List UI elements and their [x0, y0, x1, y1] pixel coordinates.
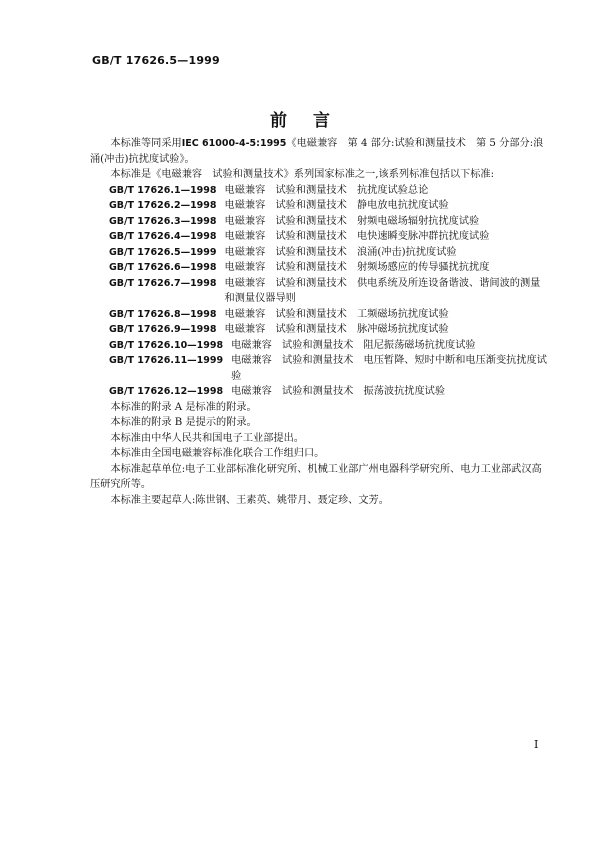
standard-title: 电磁兼容 试验和测量技术 阻尼振荡磁场抗扰度试验	[231, 339, 476, 351]
standard-number-header: GB/T 17626.5—1999	[92, 54, 220, 67]
standard-code: GB/T 17626.9—1998	[109, 324, 217, 335]
standard-title: 电磁兼容 试验和测量技术 静电放电抗扰度试验	[224, 200, 449, 211]
standard-title: 电磁兼容 试验和测量技术 电压暂降、短时中断和电压渐变抗扰度试验	[231, 355, 547, 382]
standard-item	[90, 384, 548, 400]
standard-item	[90, 260, 548, 276]
managed-by-paragraph: 本标准由全国电磁兼容标准化联合工作组归口。	[110, 448, 325, 459]
standard-title: 电磁兼容 试验和测量技术 抗扰度试验总论	[224, 184, 429, 196]
standard-item	[90, 338, 548, 354]
standard-item	[90, 276, 548, 307]
standard-code: GB/T 17626.12—1998	[109, 386, 224, 397]
series-intro-paragraph: 本标准是《电磁兼容 试验和测量技术》系列国家标准之一,该系列标准包括以下标准:	[110, 169, 494, 180]
drafting-units-paragraph: 本标准起草单位:电子工业部标准化研究所、机械工业部广州电器科学研究所、电力工业部武汉高压研究所等。	[90, 463, 542, 490]
annex-b-paragraph: 本标准的附录 B 是提示的附录。	[110, 417, 257, 428]
annex-a-paragraph: 本标准的附录 A 是标准的附录。	[110, 401, 257, 413]
standard-code: GB/T 17626.4—1998	[109, 231, 217, 242]
standard-item	[90, 229, 548, 245]
drafters-paragraph: 本标准主要起草人:陈世钢、王素英、姚带月、聂定珍、文芳。	[110, 494, 389, 506]
proposed-by-paragraph: 本标准由中华人民共和国电子工业部提出。	[110, 432, 304, 444]
standard-title: 电磁兼容 试验和测量技术 射频电磁场辐射抗扰度试验	[224, 215, 480, 227]
standard-code: GB/T 17626.7—1998	[109, 277, 217, 289]
standard-title: 电磁兼容 试验和测量技术 供电系统及所连设备谐波、谐间波的测量和测量仪器导则	[224, 277, 541, 304]
standard-code: GB/T 17626.11—1999	[109, 355, 224, 366]
standard-code: GB/T 17626.2—1998	[109, 200, 217, 211]
standard-code: GB/T 17626.6—1998	[109, 262, 217, 273]
standard-title: 电磁兼容 试验和测量技术 电快速瞬变脉冲群抗扰度试验	[224, 231, 490, 242]
standard-item	[90, 322, 548, 338]
intro-paragraph	[90, 136, 548, 167]
standard-item	[90, 214, 548, 230]
standard-item	[90, 198, 548, 214]
standard-item	[90, 353, 548, 384]
standard-title: 电磁兼容 试验和测量技术 浪涌(冲击)抗扰度试验	[224, 246, 457, 258]
standard-code: GB/T 17626.5—1999	[109, 246, 217, 258]
page-number: I	[534, 738, 539, 751]
page-title: 前言	[270, 111, 356, 131]
document-body	[90, 136, 548, 508]
standard-code: GB/T 17626.10—1998	[109, 339, 224, 351]
standards-list	[90, 183, 548, 400]
standard-code: GB/T 17626.1—1998	[109, 184, 217, 196]
standard-title: 电磁兼容 试验和测量技术 脉冲磁场抗扰度试验	[224, 324, 449, 335]
standard-item	[90, 307, 548, 323]
intro-text-c: 《电磁兼容 第 4 部分:试验和测量技术 第 5 分部分:浪涌(冲击)抗扰度试验》。	[90, 138, 544, 165]
standard-title: 电磁兼容 试验和测量技术 振荡波抗扰度试验	[231, 386, 446, 397]
standard-title: 电磁兼容 试验和测量技术 射频场感应的传导骚扰抗扰度	[224, 262, 490, 273]
standard-code: GB/T 17626.8—1998	[109, 308, 217, 320]
intro-iec-reference: IEC 61000-4-5:1995	[181, 138, 287, 149]
standard-code: GB/T 17626.3—1998	[109, 215, 217, 227]
standard-item	[90, 183, 548, 199]
standard-title: 电磁兼容 试验和测量技术 工频磁场抗扰度试验	[224, 308, 449, 320]
standard-item	[90, 245, 548, 261]
intro-text-a: 本标准等同采用	[110, 138, 182, 149]
